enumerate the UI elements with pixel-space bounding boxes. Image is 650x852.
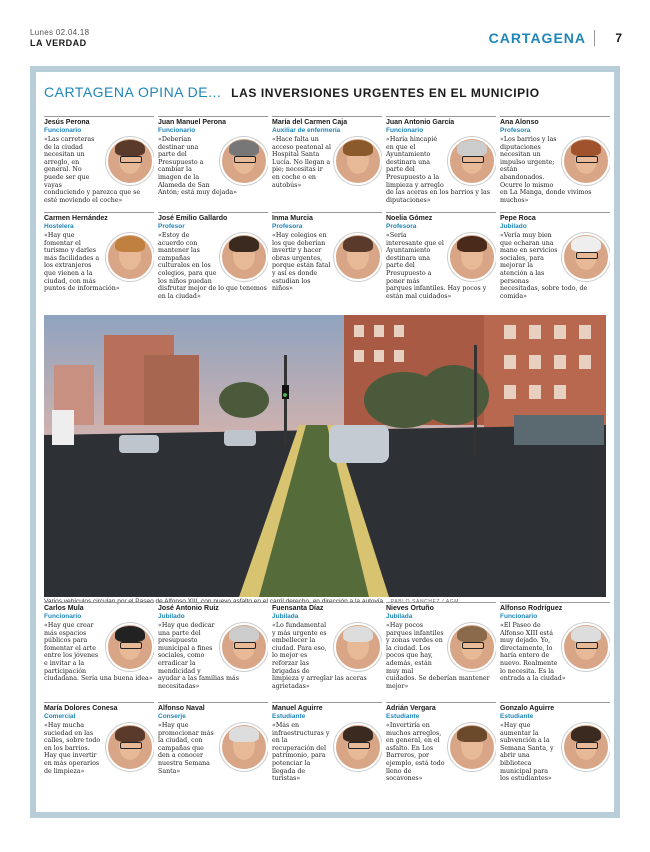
glasses-shape	[234, 156, 256, 163]
opinion-card	[158, 702, 268, 802]
feature-frame	[30, 66, 620, 818]
person-name: Jesús Perona	[44, 116, 154, 127]
person-role: Profesor	[158, 223, 185, 230]
portrait-photo	[562, 233, 610, 281]
person-name: Alfonso Naval	[158, 702, 268, 713]
person-name: Nieves Ortuño	[386, 602, 496, 613]
person-quote: «Hay que fomentar el turismo y darles más facilidades a los extranjeros que vienen a la ciudad, con más puntos de información»	[44, 232, 120, 293]
opinion-card	[500, 602, 610, 702]
person-name: Inma Murcia	[272, 212, 382, 223]
person-name: María del Carmen Caja	[272, 116, 382, 127]
person-role: Hostelera	[44, 223, 74, 230]
person-name: Fuensanta Díaz	[272, 602, 382, 613]
opinion-card	[386, 602, 496, 702]
portrait-photo	[562, 137, 610, 185]
person-role: Jubilada	[272, 613, 299, 620]
glasses-shape	[120, 642, 142, 649]
portrait-photo	[334, 623, 382, 671]
person-quote: «Sería interesante que el Ayuntamiento destinara una parte del Presupuesto a poner más parques infantiles. Hay pocos y están mal cuidados»	[386, 232, 487, 300]
portrait-photo	[448, 233, 496, 281]
glasses-shape	[462, 642, 484, 649]
hair-shape	[571, 726, 601, 742]
hair-shape	[229, 626, 259, 642]
person-name: José Antonio Ruiz	[158, 602, 268, 613]
page-number: 7	[615, 31, 622, 45]
person-name: Juan Antonio García	[386, 116, 496, 127]
portrait-photo	[220, 233, 268, 281]
hair-shape	[343, 626, 373, 642]
person-quote: «Estoy de acuerdo con mantener las campañas culturales en los colegios, para que los niños puedan disfrutar mejor de lo que tenemos en la ciudad»	[158, 232, 267, 300]
person-quote: «Hay que promocionar más la ciudad, con campañas que den a conocer nuestra Semana Santa»	[158, 722, 214, 775]
opinion-card	[44, 602, 154, 702]
person-name: Pepe Roca	[500, 212, 610, 223]
portrait-photo	[448, 623, 496, 671]
person-quote: «El Paseo de Alfonso XIII está muy dejado. Yo, directamente, lo haría entero de nuevo. Realmente lo necesita. Es la entrada a la ciudad»	[500, 622, 566, 683]
portrait-photo	[106, 623, 154, 671]
person-role: Estudiante	[386, 713, 420, 720]
person-role: Estudiante	[272, 713, 306, 720]
opinion-card	[158, 116, 268, 216]
hair-shape	[457, 140, 487, 156]
portrait-photo	[562, 623, 610, 671]
portrait-photo	[106, 137, 154, 185]
hair-shape	[343, 236, 373, 252]
hair-shape	[457, 626, 487, 642]
person-quote: «Haría hincapié en que el Ayuntamiento destinara una parte del Presupuesto a la limpieza y arreglo de las aceras en los barrios y las diputaciones»	[386, 136, 490, 204]
glasses-shape	[576, 742, 598, 749]
person-quote: «Hay que dedicar una parte del presupuesto municipal a fines sociales, como erradicar la mendicidad y ayudar a las familias más necesitadas»	[158, 622, 239, 690]
person-role: Funcionario	[44, 127, 82, 134]
person-role: Funcionario	[500, 613, 538, 620]
portrait-photo	[220, 137, 268, 185]
person-name: María Dolores Conesa	[44, 702, 154, 713]
person-quote: «Hay que crear más espacios públicos para fomentar el arte entre los jóvenes e invitar a la participación ciudadana. Sería una buena idea»	[44, 622, 153, 683]
person-name: Juan Manuel Perona	[158, 116, 268, 127]
hair-shape	[571, 140, 601, 156]
opinion-card	[500, 702, 610, 802]
masthead	[30, 28, 89, 48]
person-role: Conserje	[158, 713, 186, 720]
person-name: Manuel Aguirre	[272, 702, 382, 713]
opinion-card	[386, 702, 496, 802]
person-role: Estudiante	[500, 713, 534, 720]
glasses-shape	[576, 156, 598, 163]
opinion-card	[272, 602, 382, 702]
person-name: Alfonso Rodríguez	[500, 602, 610, 613]
street-photo	[44, 315, 606, 597]
glasses-shape	[234, 642, 256, 649]
opinion-card	[500, 212, 610, 312]
section-title: CARTAGENA	[489, 30, 595, 46]
person-role: Profesora	[272, 223, 303, 230]
person-name: Gonzalo Aguirre	[500, 702, 610, 713]
hair-shape	[571, 236, 601, 252]
portrait-photo	[334, 723, 382, 771]
person-name: Noelia Gómez	[386, 212, 496, 223]
person-role: Funcionario	[158, 127, 196, 134]
opinion-card	[44, 116, 154, 216]
person-quote: «Más en infraestructuras y en la recuperación del patrimonio, para potenciar la llegada de turistas»	[272, 722, 330, 783]
hair-shape	[115, 140, 145, 156]
portrait-photo	[334, 137, 382, 185]
person-role: Funcionario	[386, 127, 424, 134]
hair-shape	[457, 726, 487, 742]
headline-title: CARTAGENA OPINA DE...	[44, 84, 222, 100]
opinion-card	[158, 212, 268, 312]
person-name: Adrián Vergara	[386, 702, 496, 713]
hair-shape	[115, 726, 145, 742]
opinion-card	[44, 702, 154, 802]
person-quote: «Hay pocos parques infantiles y zonas verdes en la ciudad. Los pocos que hay, además, están muy mal cuidados. Se deberían mantener mejor»	[386, 622, 490, 690]
person-quote: «Vería muy bien que echaran una mano en servicios sociales, para mejorar la atención a las personas necesitadas, sobre todo, de comida»	[500, 232, 588, 300]
person-quote: «Deberían destinar una parte del Presupuesto a cambiar la imagen de la Alameda de San Antón; está muy dejada»	[158, 136, 238, 197]
person-role: Auxiliar de enfermería	[272, 127, 341, 134]
caption-text: Varios vehículos circulan por el Paseo de Alfonso XIII, con nuevo asfalto en el carril derecho, en dirección a la autovía.	[44, 598, 385, 605]
hair-shape	[115, 626, 145, 642]
headline-subtitle: LAS INVERSIONES URGENTES EN EL MUNICIPIO	[231, 86, 540, 100]
person-quote: «Hace falta un acceso peatonal al Hospital Santa Lucía. No llegan a pie; necesitas ir en coche o en autobús»	[272, 136, 331, 189]
glasses-shape	[576, 252, 598, 259]
glasses-shape	[462, 156, 484, 163]
hair-shape	[571, 626, 601, 642]
hair-shape	[229, 726, 259, 742]
person-name: Carlos Mula	[44, 602, 154, 613]
portrait-photo	[448, 137, 496, 185]
glasses-shape	[120, 742, 142, 749]
opinion-card	[272, 116, 382, 216]
person-quote: «Hay que aumentar la subvención a la Semana Santa, y abrir una biblioteca municipal para los estudiantes»	[500, 722, 554, 783]
opinion-card	[272, 702, 382, 802]
portrait-photo	[334, 233, 382, 281]
person-name: José Emilio Gallardo	[158, 212, 268, 223]
person-quote: «Las carreteras de la ciudad necesitan un arreglo, en general. No puede ser que vayas conduciendo y parezca que se esté moviendo el coche»	[44, 136, 141, 204]
opinion-card	[386, 212, 496, 312]
person-quote: «Hay mucha suciedad en las calles, sobre todo en los barrios. Hay que invertir en más operarios de limpieza»	[44, 722, 101, 775]
person-quote: «Invertiría en muchos arreglos, en general, en el asfalto. En Los Barreros, por ejemplo, está todo lleno de socavones»	[386, 722, 445, 783]
publication-name: LA VERDAD	[30, 38, 87, 48]
portrait-photo	[448, 723, 496, 771]
portrait-photo	[562, 723, 610, 771]
opinion-card	[386, 116, 496, 216]
hair-shape	[115, 236, 145, 252]
person-role: Funcionario	[44, 613, 82, 620]
hair-shape	[343, 726, 373, 742]
person-quote: «Lo fundamental y más urgente es embellecer la ciudad. Para eso, lo mejor es reforzar las brigadas de limpieza y arreglar las aceras agrietadas»	[272, 622, 367, 690]
hair-shape	[457, 236, 487, 252]
feature-headline	[44, 84, 540, 100]
hair-shape	[343, 140, 373, 156]
opinion-card	[272, 212, 382, 312]
portrait-photo	[220, 623, 268, 671]
glasses-shape	[348, 742, 370, 749]
feature-panel	[36, 72, 614, 812]
person-role: Profesora	[500, 127, 531, 134]
glasses-shape	[576, 642, 598, 649]
person-role: Jubilado	[500, 223, 527, 230]
portrait-photo	[106, 723, 154, 771]
person-role: Comercial	[44, 713, 76, 720]
portrait-photo	[106, 233, 154, 281]
hair-shape	[229, 236, 259, 252]
photo-credit: PABLO SÁNCHEZ / AGM	[390, 599, 460, 605]
person-name: Carmen Hernández	[44, 212, 154, 223]
hair-shape	[229, 140, 259, 156]
glasses-shape	[120, 156, 142, 163]
portrait-photo	[220, 723, 268, 771]
issue-date: Lunes 02.04.18	[30, 28, 90, 37]
person-role: Profesora	[386, 223, 417, 230]
person-quote: «Hay colegios en los que deberían invertir y hacer obras urgentes, porque están fatal y así es donde estudian los niños»	[272, 232, 331, 293]
opinion-card	[500, 116, 610, 216]
person-name: Ana Alonso	[500, 116, 610, 127]
opinion-card	[44, 212, 154, 312]
person-role: Jubilado	[158, 613, 185, 620]
person-quote: «Los barrios y las diputaciones necesitan un impulso urgente; están abandonados. Ocurre lo mismo en La Manga, donde vivimos muchos»	[500, 136, 592, 204]
opinion-card	[158, 602, 268, 702]
person-role: Jubilada	[386, 613, 413, 620]
